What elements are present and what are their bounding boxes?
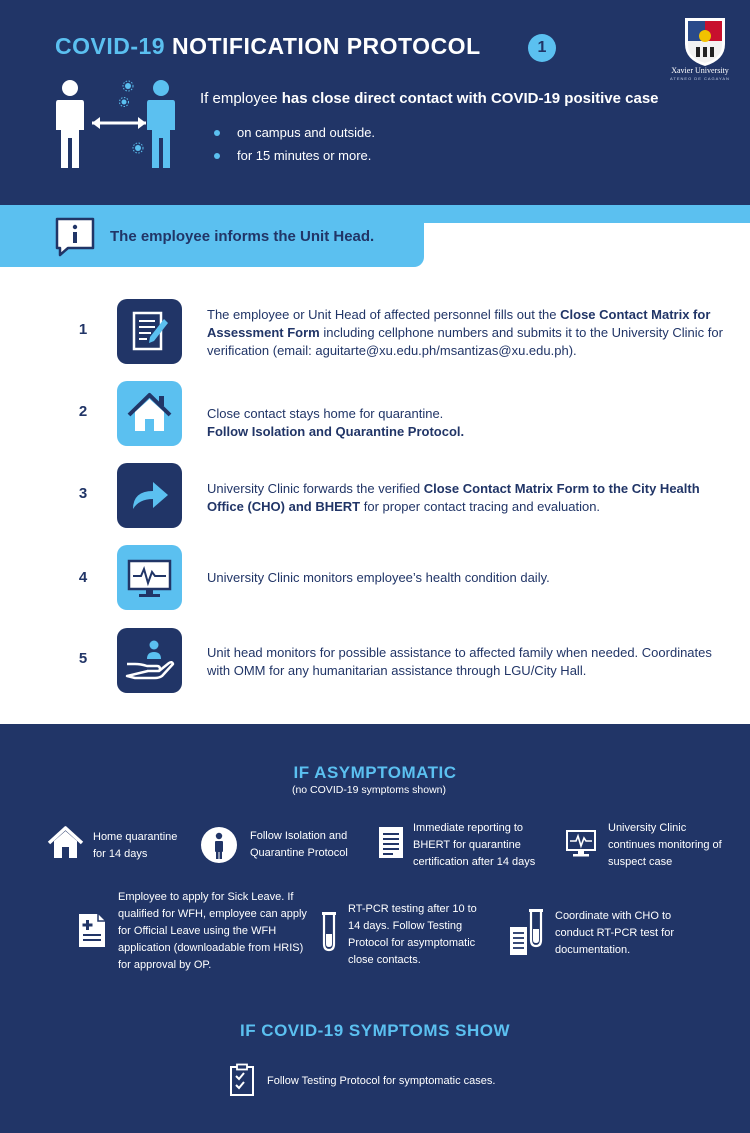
asymptomatic-title: IF ASYMPTOMATIC bbox=[293, 763, 457, 782]
helping-hand-icon bbox=[117, 628, 182, 693]
person-icon bbox=[200, 826, 238, 864]
step-text-part: University Clinic forwards the verified bbox=[207, 481, 424, 496]
step-text-bold: Follow Isolation and Quarantine Protocol. bbox=[207, 424, 465, 439]
medical-form-icon bbox=[77, 912, 107, 949]
step-icon-box bbox=[117, 299, 182, 364]
step-text-part: University Clinic monitors employee’s health condition daily. bbox=[207, 570, 550, 585]
university-name: Xavier University bbox=[671, 66, 729, 75]
asym-item-text: RT-PCR testing after 10 to 14 days. Follow Testing Protocol for asymptomatic close contacts. bbox=[348, 903, 477, 966]
step-number: 4 bbox=[78, 569, 88, 586]
contact-bullet-text: for 15 minutes or more. bbox=[237, 148, 372, 163]
inform-text: The employee informs the Unit Head. bbox=[110, 228, 375, 245]
monitor-icon bbox=[565, 829, 597, 859]
step-number: 1 bbox=[78, 321, 88, 338]
step-text bbox=[207, 306, 727, 360]
asym-item-text: Follow Isolation and Quarantine Protocol bbox=[250, 830, 348, 859]
health-monitor-icon bbox=[117, 545, 182, 610]
contact-bullet bbox=[214, 125, 375, 140]
asym-item-text: Home quarantine for 14 days bbox=[93, 831, 178, 860]
home-icon bbox=[117, 381, 182, 446]
step-icon-box bbox=[117, 545, 182, 610]
contact-bullet-text: on campus and outside. bbox=[237, 125, 376, 140]
step-icon-box bbox=[117, 381, 182, 446]
step-text bbox=[207, 644, 727, 680]
step-text-part: including cellphone numbers and submits it to the University Clinic for verification (email: aguitarte@xu.edu.ph/msantizas@xu.edu.ph). bbox=[207, 325, 723, 358]
asym-item-text: University Clinic continues monitoring of suspect case bbox=[608, 822, 722, 868]
step-text-part: Close contact stays home for quarantine. bbox=[207, 406, 444, 421]
university-subtitle: ATENEO DE CAGAYAN bbox=[670, 76, 730, 81]
contact-heading-prefix: If employee bbox=[200, 90, 282, 107]
checklist-icon bbox=[229, 1063, 255, 1097]
symptoms-title: IF COVID-19 SYMPTOMS SHOW bbox=[239, 1021, 511, 1040]
step-text bbox=[207, 569, 727, 587]
test-tube-icon bbox=[319, 910, 339, 953]
house-icon bbox=[47, 826, 84, 859]
symptoms-item-text: Follow Testing Protocol for symptomatic cases. bbox=[267, 1075, 496, 1087]
step-number: 3 bbox=[78, 485, 88, 502]
step-text-part: Unit head monitors for possible assistance to affected family when needed. Coordinates with OMM for any humanitarian assistance through LGU/City Hall. bbox=[207, 645, 712, 678]
asymptomatic-subtitle: (no COVID-19 symptoms shown) bbox=[291, 784, 447, 796]
asym-item-text: Immediate reporting to BHERT for quarantine certification after 14 days bbox=[413, 822, 536, 868]
step-text-bold: Close Contact Matrix Form to the City Health Office (CHO) and BHERT bbox=[207, 481, 700, 514]
step-text-part: The employee or Unit Head of affected personnel fills out the bbox=[207, 307, 561, 322]
step-text bbox=[207, 405, 727, 441]
step-text bbox=[207, 480, 727, 516]
contact-heading-bold: has close direct contact with COVID-19 positive case bbox=[281, 90, 659, 107]
contact-bullet bbox=[214, 148, 371, 163]
page-title bbox=[55, 33, 481, 60]
asym-item-text: Employee to apply for Sick Leave. If qualified for WFH, employee can apply for Official Leave using the WFH application (downloadable from HRIS) for approval by OP. bbox=[118, 891, 307, 971]
forward-arrow-icon bbox=[117, 463, 182, 528]
step-text-bold: Close Contact Matrix for Assessment Form bbox=[207, 307, 711, 340]
title-covid: COVID-19 bbox=[55, 33, 166, 59]
step-number: 2 bbox=[78, 403, 88, 420]
contact-heading bbox=[200, 90, 659, 107]
close-contact-people-icon bbox=[48, 78, 188, 170]
document-icon bbox=[377, 825, 405, 860]
asym-item-text: Coordinate with CHO to conduct RT-PCR test for documentation. bbox=[555, 910, 675, 956]
test-tube-document-icon bbox=[508, 907, 548, 957]
title-protocol: NOTIFICATION PROTOCOL bbox=[171, 33, 481, 59]
info-message-icon bbox=[54, 216, 96, 258]
step-text-part: for proper contact tracing and evaluation. bbox=[360, 499, 601, 514]
step-icon-box bbox=[117, 628, 182, 693]
protocol-number-badge: 1 bbox=[528, 34, 556, 62]
step-number: 5 bbox=[78, 650, 88, 667]
form-pen-icon bbox=[117, 299, 182, 364]
step-icon-box bbox=[117, 463, 182, 528]
